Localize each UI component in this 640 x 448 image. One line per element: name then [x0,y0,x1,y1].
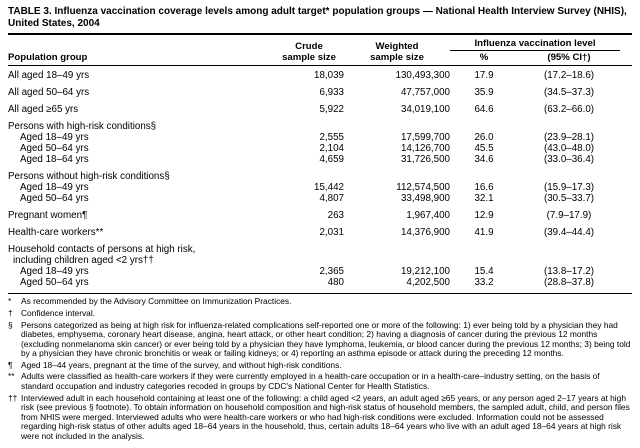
cell-pct: 15.4 [474,266,494,278]
cell-ci: (30.5–33.7) [543,193,595,205]
row-label [8,70,274,81]
row-label-line1: Aged 50–64 yrs [20,143,89,155]
row-label-line2: including children aged <2 yrs†† [13,255,154,267]
cell-ci: (33.0–36.4) [543,154,595,166]
cell-ci: (63.2–66.0) [543,104,595,116]
header-vaccination-level: Influenza vaccination level [450,38,620,51]
cell-ci: (34.5–37.3) [543,87,595,99]
row-label-line1: Aged 50–64 yrs [20,193,89,205]
cell-crude: 480 [327,277,344,289]
row-label-line1: Aged 18–49 yrs [20,182,89,194]
footnote [8,394,632,442]
row-label-line1: All aged 50–64 yrs [8,87,90,99]
table-row [8,182,632,193]
cell-crude: 2,365 [319,266,344,278]
table-row [8,143,632,154]
header-weighted-line2: sample size [370,52,424,64]
table-row [8,87,632,98]
row-label [8,244,274,266]
table-row [8,227,632,238]
row-label [8,132,274,143]
table-row [8,277,632,288]
footnote [8,361,632,371]
footnote-marker: †† [8,392,18,403]
cell-weighted: 34,019,100 [400,104,450,116]
header-crude-line2: sample size [282,52,336,64]
cell-ci: (7.9–17.9) [546,210,592,222]
footnote-text: As recommended by the Advisory Committee on Immunization Practices. [21,296,292,307]
cell-ci: (13.8–17.2) [543,266,595,278]
row-label [8,121,274,132]
table-row [8,70,632,81]
header-crude-sample-size [274,41,344,63]
row-label-line1: Aged 18–64 yrs [20,154,89,166]
cell-pct: 45.5 [474,143,494,155]
cell-weighted: 112,574,500 [396,182,450,194]
footnote-text: Confidence interval. [21,308,96,319]
table-row [8,154,632,165]
footnote-text: Aged 18–44 years, pregnant at the time of the survey, and without high-risk conditions. [21,359,342,370]
cell-weighted: 19,212,100 [400,266,450,278]
cell-ci: (28.8–37.8) [543,277,595,289]
cell-ci: (23.9–28.1) [543,132,595,144]
cell-weighted: 14,376,900 [400,227,450,239]
table-header [8,35,632,66]
cell-ci: (43.0–48.0) [543,143,595,155]
footnote-marker: § [8,319,13,330]
row-label-line1: Pregnant women¶ [8,210,88,222]
cell-weighted: 31,726,500 [400,154,450,166]
row-label [8,171,274,182]
cell-ci: (17.2–18.6) [543,70,595,82]
table-row [8,193,632,204]
cell-crude: 2,031 [319,227,344,239]
footnote-marker: ** [8,371,15,382]
cell-pct: 17.9 [474,70,494,82]
row-label [8,182,274,193]
row-label [8,277,274,288]
row-label-line1: Household contacts of persons at high risk, [8,244,196,256]
table-row [8,210,632,221]
row-label [8,193,274,204]
cell-pct: 33.2 [474,277,494,289]
cell-crude: 4,659 [319,154,344,166]
table-title: TABLE 3. Influenza vaccination coverage levels among adult target* population groups — National Health Interview Survey (NHIS), United States, 2004 [8,6,627,30]
cell-pct: 64.6 [474,104,494,116]
footnote-text: Interviewed adult in each household containing at least one of the following: a child aged <2 years, an adult aged ≥65 years, or any person aged 2–17 years at high risk (see previous § footnote). To obtain information on household composition and high-risk status of household members, the sampled adult, child, and person files from NHIS were merged. Interviewed adults who were health-care workers or who had high-risk conditions were excluded. Information could not be assessed regarding high-risk status of other adults aged 18–64 years in the household, thus, certain adults 18–64 years who live with an adult aged 18–64 years at high risk were not included in the analysis. [21,392,630,441]
cell-weighted: 4,202,500 [406,277,450,289]
header-confidence-interval: (95% CI†) [547,52,591,64]
document [8,6,632,442]
cell-crude: 263 [327,210,344,222]
row-label-line1: All aged ≥65 yrs [8,104,79,116]
table-row [8,266,632,277]
footnote-text: Persons categorized as being at high risk for influenza-related complications self-reported one or more of the following: 1) ever being told by a physician they had diabetes, emphysema, coronary heart disease, angina, heart attack, or other heart condition; 2) having a diagnosis of cancer during the previous 12 months (excluding nonmelanoma skin cancer) or ever being told by a physician they have lymphoma, leukemia, or blood cancer during the previous 12 months; 3) being told by a physician they have chronic bronchitis or weak or failing kidneys; or 4) reporting an asthma episode or attack during the preceding 12 months. [21,319,631,359]
row-label [8,143,274,154]
footnote [8,372,632,391]
cell-weighted: 47,757,000 [400,87,450,99]
row-label [8,87,274,98]
footnotes [8,297,632,441]
cell-weighted: 130,493,300 [395,70,450,82]
row-label [8,154,274,165]
row-label [8,266,274,277]
footnote-marker: ¶ [8,359,13,370]
cell-crude: 2,555 [319,132,344,144]
cell-pct: 35.9 [474,87,494,99]
row-label-line1: Health-care workers** [8,227,104,239]
row-label-line1: Persons without high-risk conditions§ [8,171,170,183]
row-label [8,210,274,221]
table-row [8,104,632,115]
footnote [8,321,632,359]
cell-pct: 26.0 [474,132,494,144]
table-group-row [8,121,632,132]
row-label-line1: Persons with high-risk conditions§ [8,121,157,133]
cell-weighted: 1,967,400 [406,210,450,222]
cell-crude: 6,933 [319,87,344,99]
row-label-line1: Aged 18–49 yrs [20,266,89,278]
cell-crude: 18,039 [314,70,344,82]
header-population-group: Population group [8,52,88,64]
cell-weighted: 17,599,700 [400,132,450,144]
row-label [8,104,274,115]
footnote-marker: * [8,296,12,307]
cell-crude: 2,104 [319,143,344,155]
table-group-row [8,244,632,266]
cell-weighted: 33,498,900 [400,193,450,205]
row-label-line1: All aged 18–49 yrs [8,70,90,82]
cell-crude: 15,442 [314,182,344,194]
row-label [8,227,274,238]
table-body [8,66,632,294]
header-weighted-sample-size [344,41,450,63]
cell-crude: 5,922 [319,104,344,116]
cell-ci: (39.4–44.4) [543,227,595,239]
footnote [8,297,632,307]
footnote-marker: † [8,308,13,319]
row-label-line1: Aged 50–64 yrs [20,277,89,289]
cell-pct: 12.9 [474,210,494,222]
footnote-text: Adults were classified as health-care workers if they were currently employed in a health-care occupation or in a health-care–industry setting, on the basis of standard occupation and industry categories recoded in groups by CDC's National Center for Health Statistics. [21,371,600,392]
cell-pct: 16.6 [474,182,494,194]
cell-crude: 4,807 [319,193,344,205]
cell-weighted: 14,126,700 [400,143,450,155]
table-row [8,132,632,143]
cell-pct: 41.9 [474,227,494,239]
row-label-line1: Aged 18–49 yrs [20,132,89,144]
cell-pct: 34.6 [474,154,494,166]
cell-pct: 32.1 [474,193,494,205]
header-weighted-line1: Weighted [375,41,419,53]
header-crude-line1: Crude [295,41,323,53]
footnote [8,309,632,319]
table-group-row [8,171,632,182]
cell-ci: (15.9–17.3) [543,182,595,194]
header-percent: % [479,52,489,64]
